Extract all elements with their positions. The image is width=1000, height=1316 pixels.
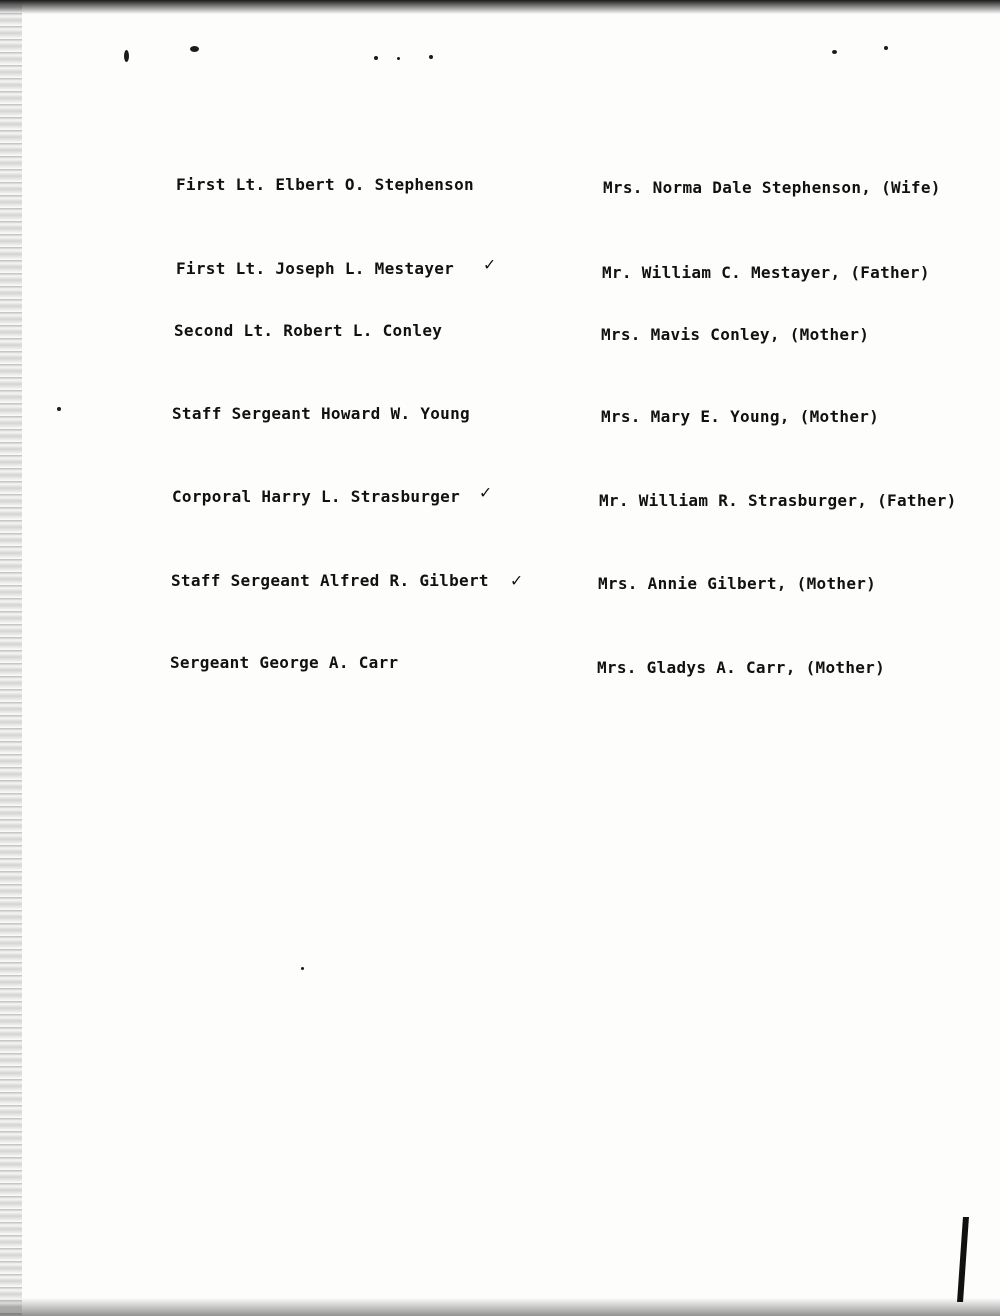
next-of-kin: Mrs. Mavis Conley, (Mother) [601, 325, 870, 344]
scan-speck [301, 967, 304, 970]
roster-row [0, 650, 1000, 690]
scan-speck [124, 50, 129, 62]
scan-speck [397, 57, 400, 60]
roster-row [0, 401, 1000, 441]
soldier-name: Sergeant George A. Carr [170, 653, 399, 672]
roster-row [0, 568, 1000, 608]
soldier-name: Staff Sergeant Howard W. Young [172, 404, 470, 423]
scan-edge-bottom [0, 1298, 1000, 1316]
scan-speck [429, 55, 433, 59]
soldier-name: Corporal Harry L. Strasburger [172, 487, 461, 506]
roster-row [0, 484, 1000, 524]
soldier-name: First Lt. Elbert O. Stephenson [176, 175, 474, 194]
roster-row [0, 318, 1000, 358]
next-of-kin: Mrs. Mary E. Young, (Mother) [601, 407, 880, 426]
scan-edge-top [0, 0, 1000, 14]
next-of-kin: Mr. William R. Strasburger, (Father) [599, 491, 957, 510]
next-of-kin: Mrs. Gladys A. Carr, (Mother) [597, 658, 886, 677]
scan-mark [957, 1217, 969, 1302]
scan-speck [832, 50, 837, 54]
check-mark: ✓ [511, 570, 522, 591]
soldier-name: First Lt. Joseph L. Mestayer [176, 259, 455, 278]
check-mark: ✓ [480, 482, 491, 503]
soldier-name: Second Lt. Robert L. Conley [174, 321, 443, 340]
next-of-kin: Mrs. Annie Gilbert, (Mother) [598, 574, 877, 593]
check-mark: ✓ [484, 254, 495, 275]
scan-speck [374, 56, 378, 60]
next-of-kin: Mr. William C. Mestayer, (Father) [602, 263, 930, 282]
soldier-name: Staff Sergeant Alfred R. Gilbert [171, 571, 489, 590]
scan-speck [190, 46, 199, 52]
scan-speck [884, 46, 888, 50]
roster-row [0, 172, 1000, 212]
roster-row [0, 256, 1000, 296]
next-of-kin: Mrs. Norma Dale Stephenson, (Wife) [603, 178, 941, 197]
